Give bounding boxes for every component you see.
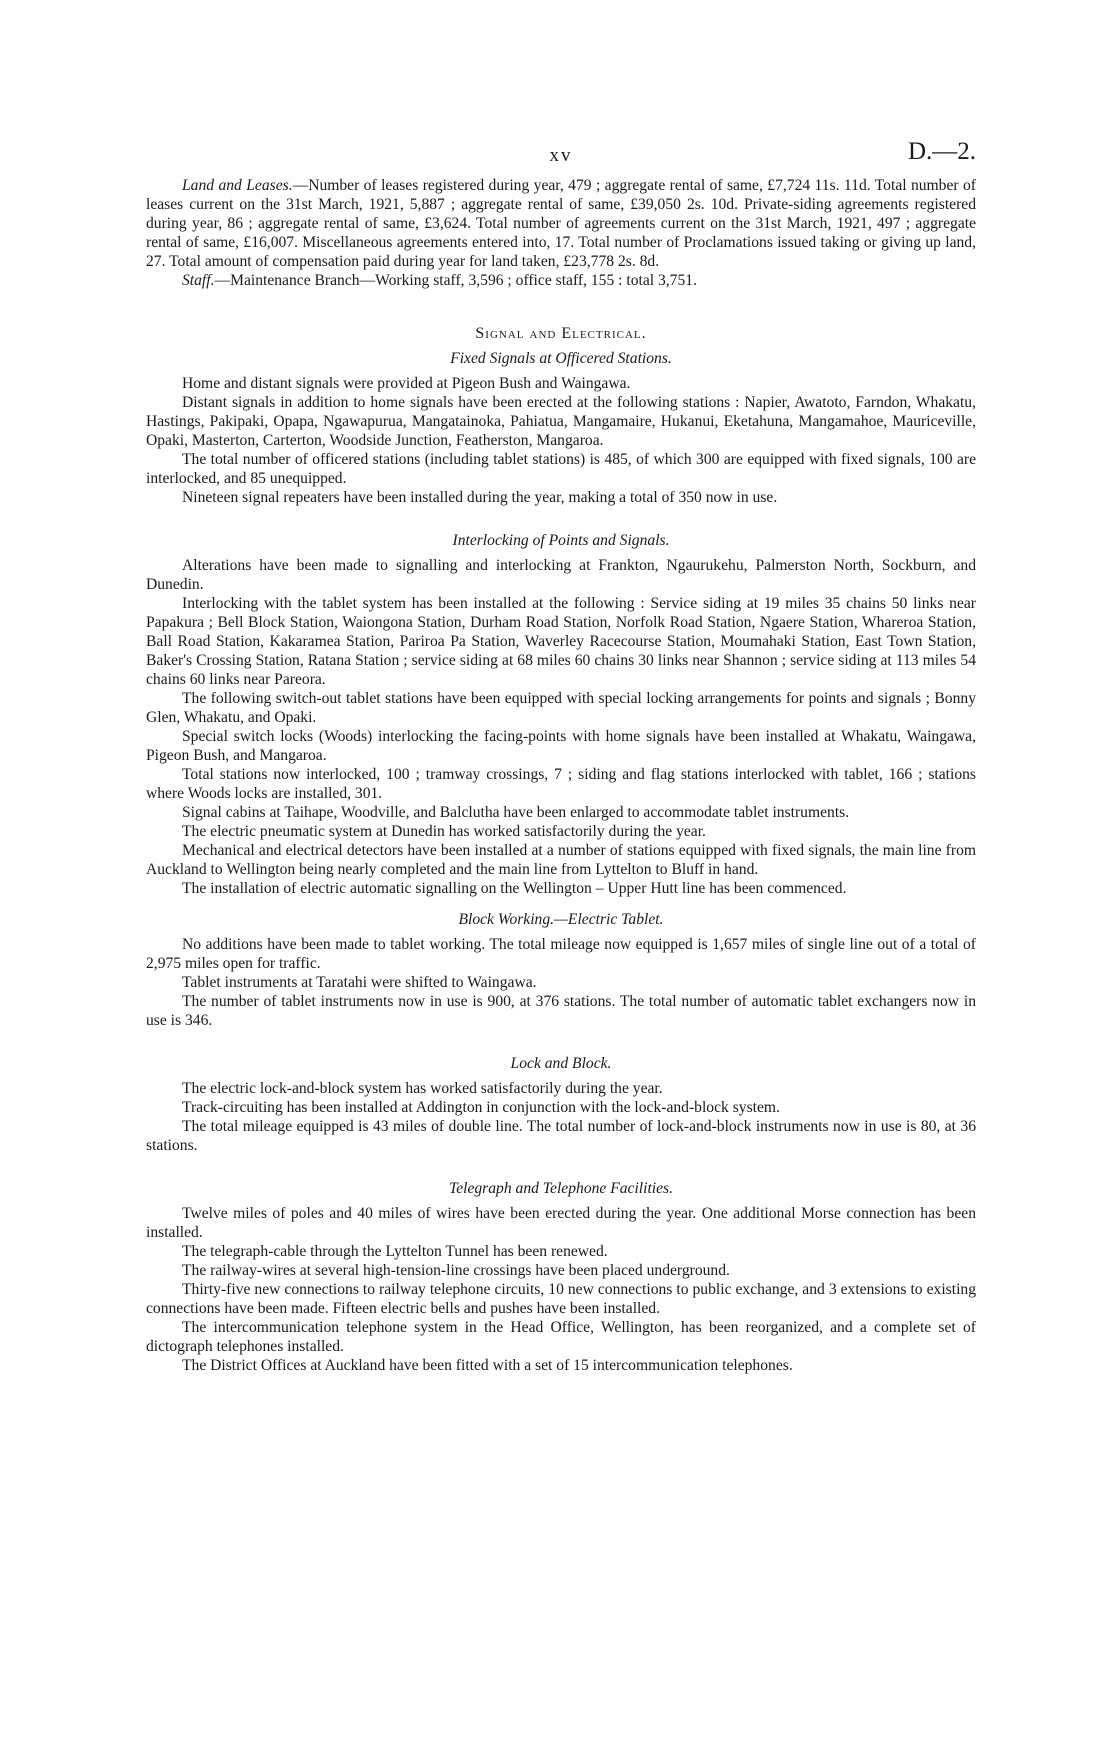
document-page — [146, 138, 976, 1375]
staff-paragraph — [146, 271, 976, 290]
lock-block-heading: Lock and Block. — [510, 1055, 612, 1072]
lock-block-paragraph: The total mileage equipped is 43 miles of double line. The total number of lock-and-block instruments now in use is 80, at 36 stations. — [146, 1118, 976, 1154]
lands-paragraph — [146, 176, 976, 271]
section-title: Signal and Electrical. — [475, 325, 647, 342]
fixed-signals-heading: Fixed Signals at Officered Stations. — [450, 350, 672, 367]
interlocking-paragraph: Alterations have been made to signalling and interlocking at Frankton, Ngaurukehu, Palmerston North, Sockburn, and Dunedin. — [146, 557, 976, 593]
interlocking-heading: Interlocking of Points and Signals. — [452, 532, 670, 549]
telegraph-paragraph: The telegraph-cable through the Lyttelton Tunnel has been renewed. — [182, 1243, 608, 1260]
telegraph-paragraph: The railway-wires at several high-tension-line crossings have been placed underground. — [182, 1262, 730, 1279]
block-working-paragraph: The number of tablet instruments now in use is 900, at 376 stations. The total number of automatic tablet exchangers now in use is 346. — [146, 993, 976, 1029]
staff-title: Staff. — [182, 272, 215, 289]
telegraph-heading: Telegraph and Telephone Facilities. — [448, 1180, 674, 1197]
lands-text: —Number of leases registered during year, 479 ; aggregate rental of same, £7,724 11s. 11d. Total number of leases current on the 31st March, 1921, 5,887 ; aggregate rental of same, £39,050 2s. 10d. Private-siding agreements registered during year, 86 ; aggregate rental of same, £3,624. Total number of agreements current on the 31st March, 1921, 497 ; aggregate rental of same, £16,007. Miscellaneous agreements entered into, 17. Total number of Proclamations issued taking or giving up land, 27. Total amount of compensation paid during year for land taken, £23,778 2s. 8d. — [146, 177, 976, 270]
fixed-signals-paragraph: Nineteen signal repeaters have been installed during the year, making a total of 350 now in use. — [182, 489, 778, 506]
interlocking-paragraph: Mechanical and electrical detectors have been installed at a number of stations equipped with fixed signals, the main line from Auckland to Wellington being nearly completed and the main line from Lyttelton to Bluff in hand. — [146, 842, 976, 878]
fixed-signals-paragraph: The total number of officered stations (including tablet stations) is 485, of which 300 are equipped with fixed signals, 100 are interlocked, and 85 unequipped. — [146, 451, 976, 487]
telegraph-paragraph: Twelve miles of poles and 40 miles of wires have been erected during the year. One additional Morse connection has been installed. — [146, 1205, 976, 1241]
lands-title: Land and Leases. — [182, 177, 293, 194]
staff-text: —Maintenance Branch—Working staff, 3,596 ; office staff, 155 : total 3,751. — [214, 272, 697, 289]
fixed-signals-paragraph: Distant signals in addition to home signals have been erected at the following stations : Napier, Awatoto, Farndon, Whakatu, Hastings, Pakipaki, Opapa, Ngawapurua, Mangatainoka, Pahiatua, Mangamaire, Hukanui, Eketahuna, Mangamahoe, Mauriceville, Opaki, Masterton, Carterton, Woodside Junction, Featherston, Mangaroa. — [146, 394, 976, 449]
lock-block-paragraph: Track-circuiting has been installed at Addington in conjunction with the lock-and-block system. — [182, 1099, 780, 1116]
interlocking-paragraph: Interlocking with the tablet system has been installed at the following : Service siding at 19 miles 35 chains 50 links near Papakura ; Bell Block Station, Waiongona Station, Durham Road Station, Norfolk Road Station, Ngaere Station, Whareroa Station, Ball Road Station, Kakaramea Station, Pariroa Pa Station, Waverley Racecourse Station, Moumahaki Station, East Town Station, Baker's Crossing Station, Ratana Station ; service siding at 68 miles 60 chains 30 links near Shannon ; service siding at 113 miles 54 chains 60 links near Pareora. — [146, 595, 976, 688]
page-header — [146, 138, 976, 176]
document-reference: D.—2. — [907, 138, 976, 165]
lock-block-paragraph: The electric lock-and-block system has worked satisfactorily during the year. — [182, 1080, 663, 1097]
interlocking-paragraph: The electric pneumatic system at Dunedin has worked satisfactorily during the year. — [182, 823, 706, 840]
block-working-paragraph: No additions have been made to tablet working. The total mileage now equipped is 1,657 miles of single line out of a total of 2,975 miles open for traffic. — [146, 936, 976, 972]
page-number: xv — [549, 145, 573, 166]
telegraph-paragraph: The District Offices at Auckland have been fitted with a set of 15 intercommunication telephones. — [182, 1357, 793, 1374]
telegraph-paragraph: Thirty-five new connections to railway telephone circuits, 10 new connections to public exchange, and 3 extensions to existing connections have been made. Fifteen electric bells and pushes have been installed. — [146, 1281, 976, 1317]
interlocking-paragraph: The following switch-out tablet stations have been equipped with special locking arrangements for points and signals ; Bonny Glen, Whakatu, and Opaki. — [146, 690, 976, 726]
block-working-heading: Block Working.—Electric Tablet. — [458, 911, 664, 928]
interlocking-paragraph: Signal cabins at Taihape, Woodville, and Balclutha have been enlarged to accommodate tablet instruments. — [182, 804, 850, 821]
telegraph-paragraph: The intercommunication telephone system in the Head Office, Wellington, has been reorganized, and a complete set of dictograph telephones installed. — [146, 1319, 976, 1355]
interlocking-paragraph: Total stations now interlocked, 100 ; tramway crossings, 7 ; siding and flag stations interlocked with tablet, 166 ; stations where Woods locks are installed, 301. — [146, 766, 976, 802]
interlocking-paragraph: Special switch locks (Woods) interlocking the facing-points with home signals have been installed at Whakatu, Waingawa, Pigeon Bush, and Mangaroa. — [146, 728, 976, 764]
fixed-signals-paragraph: Home and distant signals were provided at Pigeon Bush and Waingawa. — [182, 375, 631, 392]
interlocking-paragraph: The installation of electric automatic signalling on the Wellington – Upper Hutt line has been commenced. — [182, 880, 847, 897]
block-working-paragraph: Tablet instruments at Taratahi were shifted to Waingawa. — [182, 974, 537, 991]
